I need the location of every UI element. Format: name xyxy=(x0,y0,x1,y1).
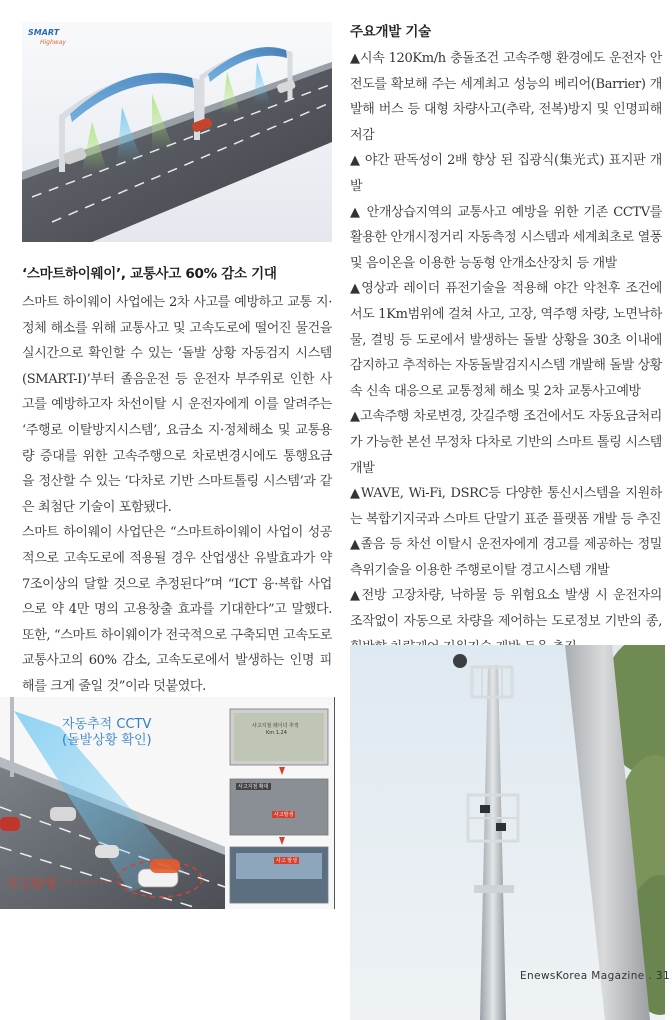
list-item: ▲영상과 레이더 퓨전기술을 적용해 야간 악천후 조건에서도 1Km범위에 걸쳐 사고, 고장, 역주행 차량, 노면낙하물, 결빙 등 도로에서 발생하는 돌발 상황을 30초 이내에 감지하고 추적하는 자동돌발검지시스템 개발해 돌발 상황 속 신속 대응으로 교통정체 해소 및 2차 교통사고예방 xyxy=(350,281,662,399)
section-body xyxy=(22,290,332,700)
list-item: ▲ 안개상습지역의 교통사고 예방을 위한 기존 CCTV를 활용한 안개시정거리 자동측정 시스템과 세계최초로 열풍 및 음이온을 이용한 능동형 안개소산장치 등 개발 xyxy=(350,204,662,271)
accident-label: 사고발생 xyxy=(6,877,57,892)
zoom-panel-badge: 사고발생 xyxy=(274,812,294,818)
list-item: ▲졸음 등 차선 이탈시 운전자에게 경고를 제공하는 정밀측위기술을 이용한 주행로이탈 경고시스템 개발 xyxy=(350,537,662,578)
radar-panel-caption xyxy=(252,723,322,737)
list-item: ▲고속주행 차로변경, 갓길주행 조건에서도 자동요금처리가 가능한 본선 무정차 다차로 기반의 스마트 톨링 시스템 개발 xyxy=(350,409,662,476)
list-item: ▲전방 고장차량, 낙하물 등 위험요소 발생 시 운전자의 조작없이 자동으로 차량을 제어하는 도로정보 기반의 종, xyxy=(350,588,662,630)
smart-highway-illustration xyxy=(22,22,332,242)
cctv-label-line1: 자동추적 CCTV xyxy=(62,717,152,732)
paragraph: 스마트 하이웨이 사업단은 “스마트하이웨이 사업이 성공적으로 고속도로에 적용될 경우 산업생산 유발효과가 약 7조이상의 달할 것으로 추정된다”며 “ICT 융·복합 사업으로 약 4만 명의 고용창출 효과를 기대한다”고 말했다. 또한, “스마트 하이웨이가 전국적으로 구축되면 고속도로 교통사고의 60% 감소, 고속도로에서 발생하는 인명 피해를 크게 줄일 것”이라 덧붙였다. xyxy=(22,525,332,694)
tower-drawing xyxy=(350,645,665,1020)
list-item: ▲시속 120Km/h 충돌조건 고속주행 환경에도 운전자 안전도를 확보해 주는 세계최고 성능의 베리어(Barrier) 개발해 버스 등 대형 차량사고(추락, 전복)방지 및 인명피해 저감 xyxy=(350,51,662,143)
radar-caption: 사고지점 레이더 추적 xyxy=(252,723,299,729)
cctv-incident-figure xyxy=(0,697,335,909)
detection-tower-photo xyxy=(350,645,665,1020)
cctv-label xyxy=(62,717,152,749)
page-footer: EnewsKorea Magazine . 31 xyxy=(520,970,671,982)
logo-subtext: Highway xyxy=(40,39,66,46)
section-heading: ‘스마트하이웨이’, 교통사고 60% 감소 기대 xyxy=(22,266,277,282)
list-item: ▲ 야간 판독성이 2배 향상 된 집광식(集光式) 표지판 개발 xyxy=(350,153,662,194)
logo-text: SMART xyxy=(28,28,60,37)
list-item: ▲WAVE, Wi-Fi, DSRC등 다양한 통신시스템을 지원하는 복합기지국과 스마트 단말기 표준 플랫폼 개발 등 추진 xyxy=(350,486,662,527)
article-left-column xyxy=(22,262,332,700)
smart-highway-logo xyxy=(28,28,66,48)
cctv-label-line2: (돌발상황 확인) xyxy=(62,733,152,748)
gantry-drawing xyxy=(22,22,332,242)
tech-list xyxy=(350,46,662,660)
control-room-badge: 사고 발생 xyxy=(276,858,297,864)
section-heading: 주요개발 기술 xyxy=(350,24,431,40)
zoom-panel-caption: 사고지점 확대 xyxy=(238,784,269,790)
article-right-column xyxy=(350,20,662,660)
radar-distance: Km 1.24 xyxy=(266,730,287,736)
paragraph: 스마트 하이웨이 사업에는 2차 사고를 예방하고 교통 지·정체 해소를 위해 교통사고 및 고속도로에 떨어진 물건을 실시간으로 확인할 수 있는 ‘돌발 상황 자동검지 시스템(SMART-I)’부터 졸음운전 등 운전자 부주위로 인한 사고를 예방하고자 차선이탈 시 운전자에게 이를 알려주는 ‘주행로 이탈방지시스템’, 요금소 지·정체해소 및 교통용량 증대를 위한 고속주행으로 차로변경시에도 통행요금을 정산할 수 있는 ‘다차로 기반 스마트톨링 시스템’과 같은 최첨단 기술이 포함됐다. xyxy=(22,295,332,515)
